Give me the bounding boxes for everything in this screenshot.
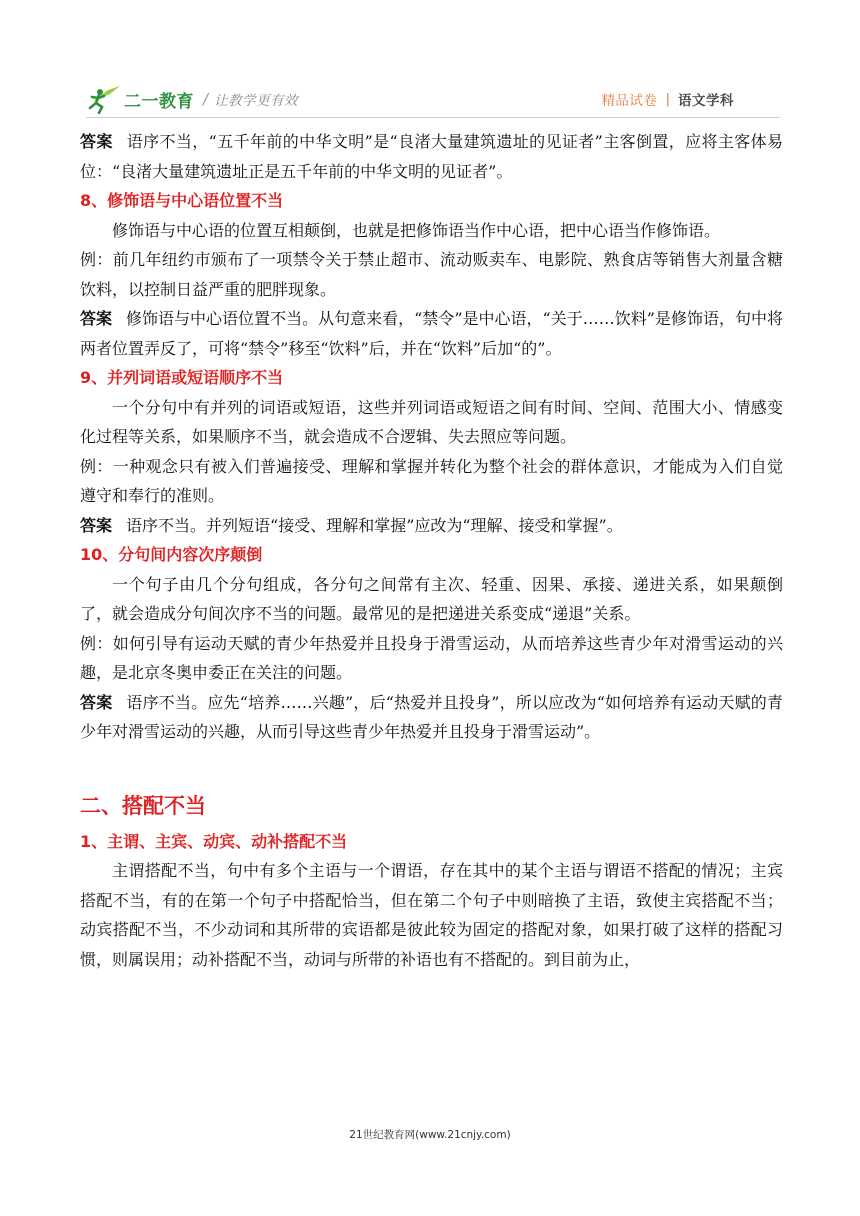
page-footer: 21世纪教育网(www.21cnjy.com) [349,1129,511,1141]
subsection-heading: 8、修饰语与中心语位置不当 [80,191,284,210]
runner-logo-icon [86,84,122,114]
subsection-heading: 10、分句间内容次序颠倒 [80,545,263,564]
answer-text: 语序不当。并列短语“接受、理解和掌握”应改为“理解、接受和掌握”。 [126,515,623,535]
body-paragraph: 一个分句中有并列的词语或短语，这些并列词语或短语之间有时间、空间、范围大小、情感变化过程等关系，如果顺序不当，就会造成不合逻辑、失去照应等问题。 [80,397,783,446]
body-paragraph: 一个句子由几个分句组成，各分句之间常有主次、轻重、因果、承接、递进关系，如果颠倒了，就会造成分句间次序不当的问题。最常见的是把递进关系变成“递退”关系。 [80,574,783,623]
answer-text: 语序不当，“五千年前的中华文明”是“良渚大量建筑遗址的见证者”主客倒置，应将主客体易位：“良渚大量建筑遗址正是五千年前的中华文明的见证者”。 [80,132,783,181]
answer-label: 答案 [80,132,113,151]
answer-label: 答案 [80,309,113,328]
answer-paragraph [80,304,783,363]
paper-label: 精品试卷 [601,93,658,109]
section-title: 二、搭配不当 [80,793,206,818]
subject-label: 语文学科 [678,93,734,109]
subsection-heading: 9、并列词语或短语顺序不当 [80,368,284,387]
answer-paragraph [80,511,783,541]
example-paragraph: 例：前几年纽约市颁布了一项禁令关于禁止超市、流动贩卖车、电影院、熟食店等销售大剂量含糖饮料，以控制日益严重的肥胖现象。 [80,250,783,299]
answer-paragraph [80,688,783,747]
answer-text: 修饰语与中心语位置不当。从句意来看，“禁令”是中心语，“关于……饮料”是修饰语，句中将两者位置弄反了，可将“禁令”移至“饮料”后，并在“饮料”后加“的”。 [80,309,783,358]
answer-paragraph [80,127,783,186]
logo [86,84,298,114]
body-paragraph: 主谓搭配不当，句中有多个主语与一个谓语，存在其中的某个主语与谓语不搭配的情况；主宾搭配不当，有的在第一个句子中搭配恰当，但在第二个句子中则暗换了主语，致使主宾搭配不当；动宾搭配不当，不少动词和其所带的宾语都是彼此较为固定的搭配对象，如果打破了这样的搭配习惯，则属误用；动补搭配不当，动词与所带的补语也有不搭配的。到目前为止， [80,861,783,969]
logo-name: 二一教育 [124,91,194,112]
body-paragraph: 修饰语与中心语的位置互相颠倒，也就是把修饰语当作中心语，把中心语当作修饰语。 [112,220,721,240]
document-body [80,127,783,974]
header-rule [86,117,780,118]
page-header [0,0,860,128]
answer-text: 语序不当。应先“培养……兴趣”，后“热爱并且投身”，所以应改为“如何培养有运动天赋的青少年对滑雪运动的兴趣，从而引导这些青少年热爱并且投身于滑雪运动”。 [80,692,783,741]
answer-label: 答案 [80,515,113,535]
example-paragraph: 例：如何引导有运动天赋的青少年热爱并且投身于滑雪运动，从而培养这些青少年对滑雪运动的兴趣，是北京冬奥申委正在关注的问题。 [80,633,783,682]
subsection-heading: 1、主谓、主宾、动宾、动补搭配不当 [80,831,348,851]
example-paragraph: 例：一种观念只有被入们普遍接受、理解和掌握并转化为整个社会的群体意识，才能成为入们自觉遵守和奉行的准则。 [80,456,783,505]
logo-slogan: 让教学更有效 [214,93,299,109]
header-divider: | [665,91,670,107]
answer-label: 答案 [80,692,113,712]
header-subject [601,89,734,109]
logo-separator: / [203,90,209,108]
